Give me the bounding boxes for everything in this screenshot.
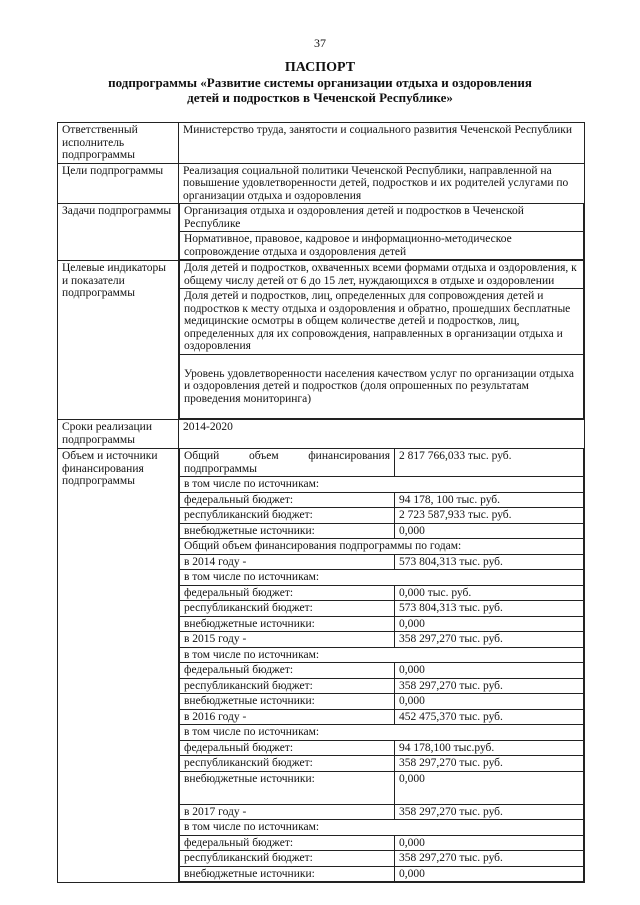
year-2015-federal: 0,000 [395,663,584,679]
task-item: Нормативное, правовое, кадровое и информационно-методическое сопровождение отдыха и оздоровления детей [180,232,584,260]
indicators-values [179,261,585,420]
tasks-label: Задачи подпрограммы [58,204,179,261]
title-line-2: подпрограммы «Развитие системы организации отдыха и оздоровления [108,75,532,90]
year-2016-by-sources: в том числе по источникам: [180,725,584,741]
executor-value: Министерство труда, занятости и социального развития Чеченской Республики [179,123,585,164]
financing-table [179,449,584,882]
year-2017-extra-label: внебюджетные источники: [180,866,395,882]
year-2014-by-sources: в том числе по источникам: [180,570,584,586]
year-2014-total: 573 804,313 тыс. руб. [395,554,584,570]
indicator-item: Доля детей и подростков, лиц, определенных для сопровождения детей и подростков к месту отдыха и оздоровления и обратно, прошедших бесплатные медицинские осмотры в общем количестве детей и подростков, лиц, определенных для их сопровождения, направленных в организации отдыха и оздоровления [180,289,584,355]
goals-label: Цели подпрограммы [58,163,179,204]
year-2015-republic: 358 297,270 тыс. руб. [395,678,584,694]
year-2016-label: в 2016 году - [180,709,395,725]
year-2017-label: в 2017 году - [180,804,395,820]
page-number: 37 [314,36,326,50]
fin-by-years: Общий объем финансирования подпрограммы по годам: [180,539,584,555]
year-2015-federal-label: федеральный бюджет: [180,663,395,679]
executor-label: Ответственный исполнитель подпрограммы [58,123,179,164]
year-2017-total: 358 297,270 тыс. руб. [395,804,584,820]
fin-federal-label: федеральный бюджет: [180,492,395,508]
year-2016-federal: 94 178,100 тыс.руб. [395,740,584,756]
year-2017-federal: 0,000 [395,835,584,851]
year-2017-extra: 0,000 [395,866,584,882]
year-2014-label: в 2014 году - [180,554,395,570]
row-executor [58,123,585,164]
financing-label: Объем и источники финансирования подпрограммы [58,449,179,883]
task-item: Организация отдыха и оздоровления детей и подростков в Чеченской Республике [180,204,584,232]
year-2014-extra-label: внебюджетные источники: [180,616,395,632]
document-title [0,60,640,105]
row-financing [58,449,585,883]
year-2015-label: в 2015 году - [180,632,395,648]
year-2015-republic-label: республиканский бюджет: [180,678,395,694]
indicators-label: Целевые индикаторы и показатели подпрограммы [58,261,179,420]
row-indicators [58,261,585,420]
year-2015-extra-label: внебюджетные источники: [180,694,395,710]
year-2015-by-sources: в том числе по источникам: [180,647,584,663]
row-terms [58,420,585,449]
goals-value: Реализация социальной политики Чеченской Республики, направленной на повышение удовлетворенности детей, подростков и их родителей услугами по организации отдыха и оздоровления [179,163,585,204]
year-2014-federal-label: федеральный бюджет: [180,585,395,601]
year-2017-by-sources: в том числе по источникам: [180,820,584,836]
row-tasks [58,204,585,261]
financing-values [179,449,585,883]
title-passport: ПАСПОРТ [284,60,356,75]
year-2017-republic: 358 297,270 тыс. руб. [395,851,584,867]
year-2016-extra: 0,000 [395,771,584,804]
fin-extra-value: 0,000 [395,523,584,539]
indicator-item: Доля детей и подростков, охваченных всеми формами отдыха и оздоровления, к общему числу детей от 6 до 15 лет, нуждающихся в отдыхе и оздоровлении [180,261,584,289]
indicator-item: Уровень удовлетворенности населения качеством услуг по организации отдыха и оздоровления детей и подростков (доля опрошенных по результатам проведения мониторинга) [180,354,584,419]
year-2017-republic-label: республиканский бюджет: [180,851,395,867]
title-line-3: детей и подростков в Чеченской Республике» [187,90,453,105]
year-2017-federal-label: федеральный бюджет: [180,835,395,851]
year-2014-republic: 573 804,313 тыс. руб. [395,601,584,617]
fin-federal-value: 94 178, 100 тыс. руб. [395,492,584,508]
year-2016-federal-label: федеральный бюджет: [180,740,395,756]
year-2014-federal: 0,000 тыс. руб. [395,585,584,601]
fin-total-label: Общий объем финансирования подпрограммы [180,449,395,477]
terms-value: 2014-2020 [179,420,585,449]
year-2015-total: 358 297,270 тыс. руб. [395,632,584,648]
fin-republic-value: 2 723 587,933 тыс. руб. [395,508,584,524]
fin-republic-label: республиканский бюджет: [180,508,395,524]
tasks-values [179,204,585,261]
year-2016-extra-label: внебюджетные источники: [180,771,395,804]
fin-by-sources: в том числе по источникам: [180,477,584,493]
fin-total-value: 2 817 766,033 тыс. руб. [395,449,584,477]
year-2016-republic: 358 297,270 тыс. руб. [395,756,584,772]
fin-extra-label: внебюджетные источники: [180,523,395,539]
year-2014-extra: 0,000 [395,616,584,632]
year-2014-republic-label: республиканский бюджет: [180,601,395,617]
year-2016-total: 452 475,370 тыс. руб. [395,709,584,725]
row-goals [58,163,585,204]
terms-label: Сроки реализации подпрограммы [58,420,179,449]
passport-table [57,122,585,883]
year-2015-extra: 0,000 [395,694,584,710]
year-2016-republic-label: республиканский бюджет: [180,756,395,772]
